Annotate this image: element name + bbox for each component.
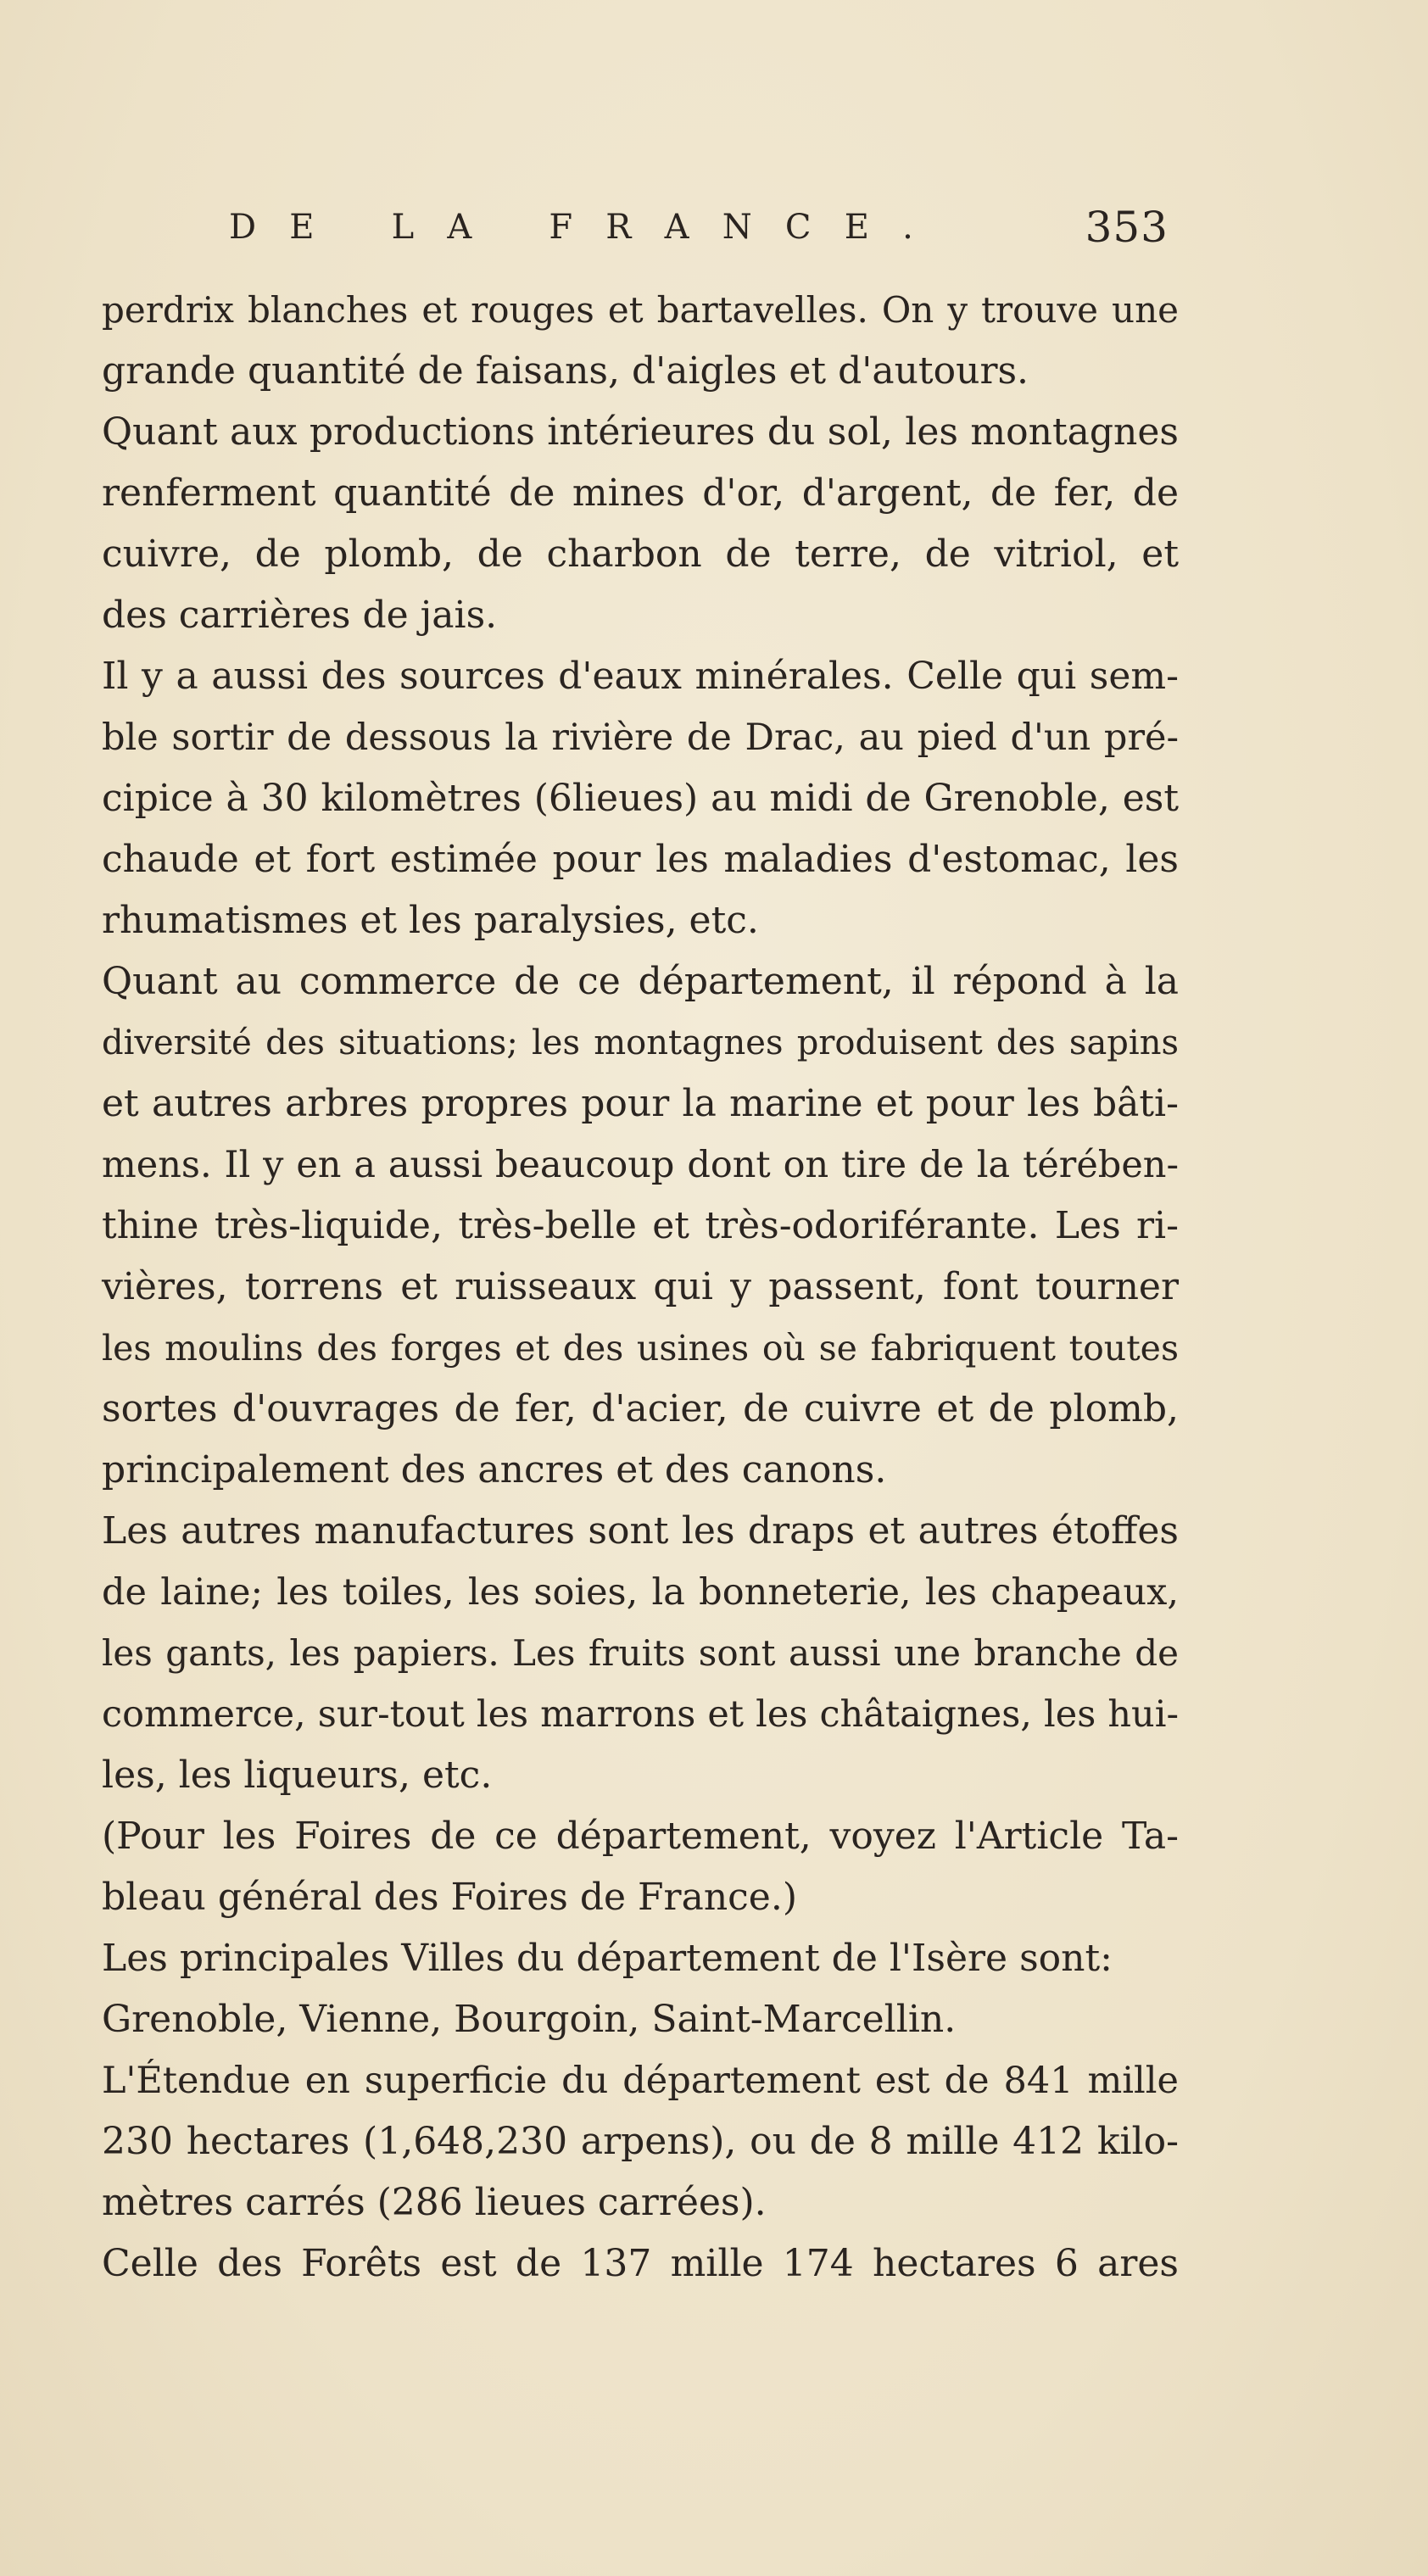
text-line: des carrières de jais.: [102, 594, 498, 637]
text-line: mètres carrés (286 lieues carrées).: [102, 2181, 767, 2224]
text-line: Il y a aussi des sources d'eaux minérales. Celle qui sem-: [102, 655, 1179, 698]
text-line: les moulins des forges et des usines où se fabriquent toutes: [102, 1328, 1179, 1369]
text-line: rhumatismes et les paralysies, etc.: [102, 899, 759, 942]
text-line: 230 hectares (1,648,230 arpens), ou de 8 mille 412 kilo-: [102, 2120, 1179, 2163]
running-title: DE LA FRANCE.: [229, 208, 947, 247]
text-line: Quant aux productions intérieures du sol, les montagnes: [102, 410, 1179, 454]
text-line: et autres arbres propres pour la marine et pour les bâti-: [102, 1082, 1179, 1125]
text-line: L'Étendue en superficie du département est de 841 mille: [102, 2060, 1179, 2102]
page-number: 353: [1085, 203, 1169, 252]
text-line: les gants, les papiers. Les fruits sont aussi une branche de: [102, 1632, 1179, 1674]
text-line: commerce, sur-tout les marrons et les châtaignes, les hui-: [102, 1693, 1179, 1736]
text-line: Grenoble, Vienne, Bourgoin, Saint-Marcellin.: [102, 1998, 957, 2041]
text-line: ble sortir de dessous la rivière de Drac, au pied d'un pré-: [102, 716, 1179, 759]
text-line: thine très-liquide, très-belle et très-odoriférante. Les ri-: [102, 1204, 1179, 1247]
text-line: Celle des Forêts est de 137 mille 174 hectares 6 ares: [102, 2242, 1179, 2285]
text-line: (Pour les Foires de ce département, voyez l'Article Ta-: [102, 1815, 1179, 1858]
text-line: bleau général des Foires de France.): [102, 1876, 797, 1919]
text-line: de laine; les toiles, les soies, la bonneterie, les chapeaux,: [102, 1571, 1179, 1614]
text-line: les, les liqueurs, etc.: [102, 1754, 493, 1797]
text-line: Quant au commerce de ce département, il répond à la: [102, 960, 1179, 1003]
text-line: cipice à 30 kilomètres (6lieues) au midi de Grenoble, est: [102, 777, 1179, 820]
text-line: renferment quantité de mines d'or, d'argent, de fer, de: [102, 471, 1179, 515]
body-text: [102, 280, 1179, 2294]
text-line: grande quantité de faisans, d'aigles et d'autours.: [102, 349, 1029, 393]
text-line: sortes d'ouvrages de fer, d'acier, de cuivre et de plomb,: [102, 1387, 1179, 1430]
text-line: mens. Il y en a aussi beaucoup dont on tire de la térében-: [102, 1144, 1179, 1186]
text-line: vières, torrens et ruisseaux qui y passent, font tourner: [102, 1265, 1179, 1308]
text-line: principalement des ancres et des canons.: [102, 1448, 887, 1492]
text-line: cuivre, de plomb, de charbon de terre, de vitriol, et: [102, 532, 1179, 576]
text-line: diversité des situations; les montagnes produisent des sapins: [102, 1023, 1179, 1062]
page-header: [229, 202, 1169, 253]
text-line: perdrix blanches et rouges et bartavelles. On y trouve une: [102, 289, 1179, 331]
text-line: chaude et fort estimée pour les maladies d'estomac, les: [102, 838, 1179, 881]
text-line: Les autres manufactures sont les draps et autres étoffes: [102, 1509, 1179, 1553]
text-line: Les principales Villes du département de l'Isère sont:: [102, 1937, 1113, 1980]
